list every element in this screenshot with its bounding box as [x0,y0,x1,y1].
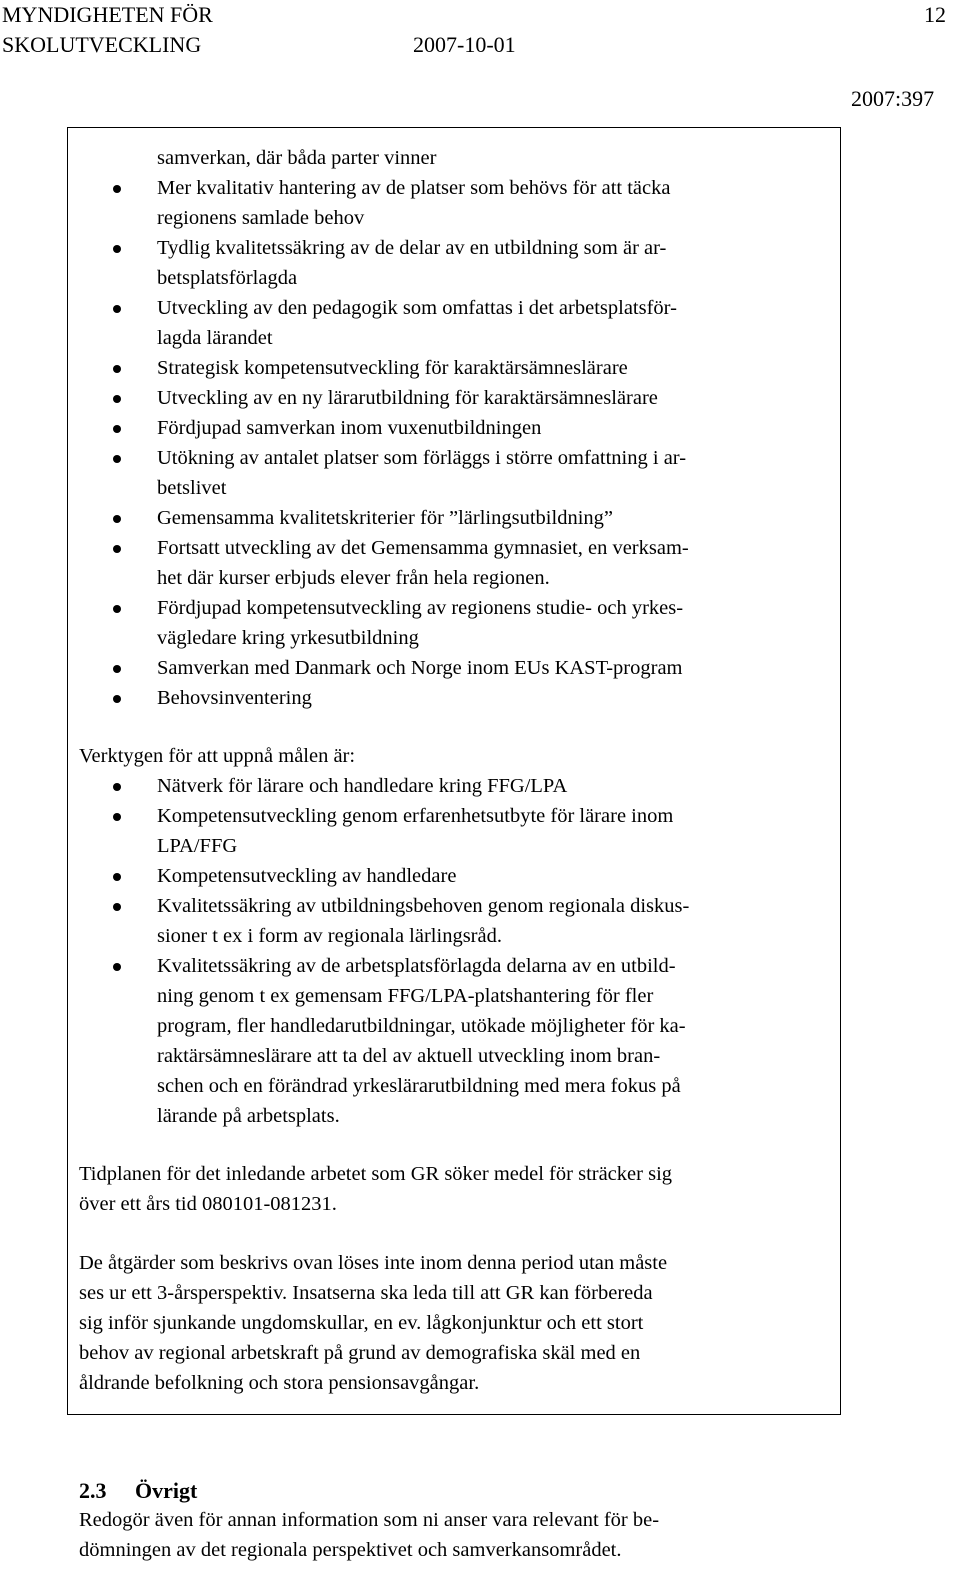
bullet-icon [113,665,121,673]
bullet-icon [113,395,121,403]
bullet-item-text: Fördjupad samverkan inom vuxenutbildningen [157,417,542,439]
bullet-item-text: het där kurser erbjuds elever från hela regionen. [157,567,550,589]
bullet-icon [113,873,121,881]
bullet-icon [113,783,121,791]
tool-item-text: ning genom t ex gemensam FFG/LPA-platshantering för fler [157,985,654,1007]
tool-item-text: raktärsämneslärare att ta del av aktuell utveckling inom bran- [157,1045,661,1067]
diarienummer: 2007:397 [851,86,935,111]
bullet-item-text: vägledare kring yrkesutbildning [157,627,419,649]
bullet-item-text: Strategisk kompetensutveckling för karaktärsämneslärare [157,357,628,379]
perspective-paragraph-line: ses ur ett 3-årsperspektiv. Insatserna ska leda till att GR kan förbereda [79,1282,653,1304]
perspective-paragraph-line: åldrande befolkning och stora pensionsavgångar. [79,1372,480,1394]
tool-item-text: Kompetensutveckling av handledare [157,865,457,887]
tool-item-text: Kvalitetssäkring av de arbetsplatsförlagda delarna av en utbild- [157,955,676,977]
perspective-paragraph-line: sig inför sjunkande ungdomskullar, en ev. lågkonjunktur och ett stort [79,1312,644,1334]
bullet-icon [113,963,121,971]
bullet-item-text: Utveckling av en ny lärarutbildning för karaktärsämneslärare [157,387,658,409]
tool-item-text: Kompetensutveckling genom erfarenhetsutbyte för lärare inom [157,805,674,827]
org-name-line1: MYNDIGHETEN FÖR [2,2,213,27]
section-number: 2.3 [79,1478,107,1503]
org-name-line2: SKOLUTVECKLING [2,32,202,57]
bullet-item-text: Samverkan med Danmark och Norge inom EUs KAST-program [157,657,683,679]
timeline-paragraph-line: över ett års tid 080101-081231. [79,1193,337,1215]
tool-item-text: LPA/FFG [157,835,238,857]
timeline-paragraph-line: Tidplanen för det inledande arbetet som GR söker medel för sträcker sig [79,1163,673,1185]
bullet-item-text: lagda lärandet [157,327,273,349]
bullet-icon [113,695,121,703]
bullet-item-text: Gemensamma kvalitetskriterier för ”lärlingsutbildning” [157,507,613,529]
bullet-item-text: Fördjupad kompetensutveckling av regionens studie- och yrkes- [157,597,684,619]
section-body-line: dömningen av det regionala perspektivet och samverkansområdet. [79,1539,622,1561]
tool-item-text: Nätverk för lärare och handledare kring FFG/LPA [157,775,568,797]
bullet-item-text: Fortsatt utveckling av det Gemensamma gymnasiet, en verksam- [157,537,689,559]
page-number: 12 [924,2,946,27]
bullet-icon [113,903,121,911]
bullet-icon [113,365,121,373]
tool-item-text: sioner t ex i form av regionala lärlingsråd. [157,925,502,947]
bullet-icon [113,515,121,523]
section-title: Övrigt [135,1478,198,1503]
header-date: 2007-10-01 [413,32,516,57]
bullet-item-text: Tydlig kvalitetssäkring av de delar av en utbildning som är ar- [157,237,667,259]
tool-item-text: schen och en förändrad yrkeslärarutbildning med mera fokus på [157,1075,681,1097]
bullet-icon [113,305,121,313]
bullet-icon [113,545,121,553]
continued-bullet-text: samverkan, där båda parter vinner [157,147,437,169]
bullet-item-text: regionens samlade behov [157,207,365,229]
bullet-icon [113,605,121,613]
tools-heading: Verktygen för att uppnå målen är: [79,745,356,767]
perspective-paragraph-line: De åtgärder som beskrivs ovan löses inte inom denna period utan måste [79,1252,668,1274]
bullet-item-text: Behovsinventering [157,687,312,709]
bullet-item-text: betsplatsförlagda [157,267,298,289]
bullet-icon [113,185,121,193]
bullet-item-text: Utökning av antalet platser som förläggs i större omfattning i ar- [157,447,687,469]
bullet-icon [113,245,121,253]
section-body-line: Redogör även för annan information som ni anser vara relevant för be- [79,1509,660,1531]
bullet-item-text: Mer kvalitativ hantering av de platser som behövs för att täcka [157,177,671,199]
bullet-icon [113,425,121,433]
bullet-icon [113,455,121,463]
tool-item-text: Kvalitetssäkring av utbildningsbehoven genom regionala diskus- [157,895,690,917]
bullet-item-text: betslivet [157,477,227,499]
tool-item-text: program, fler handledarutbildningar, utökade möjligheter för ka- [157,1015,686,1037]
bullet-item-text: Utveckling av den pedagogik som omfattas i det arbetsplatsför- [157,297,677,319]
bullet-icon [113,813,121,821]
tool-item-text: lärande på arbetsplats. [157,1105,340,1127]
perspective-paragraph-line: behov av regional arbetskraft på grund av demografiska skäl med en [79,1342,641,1364]
